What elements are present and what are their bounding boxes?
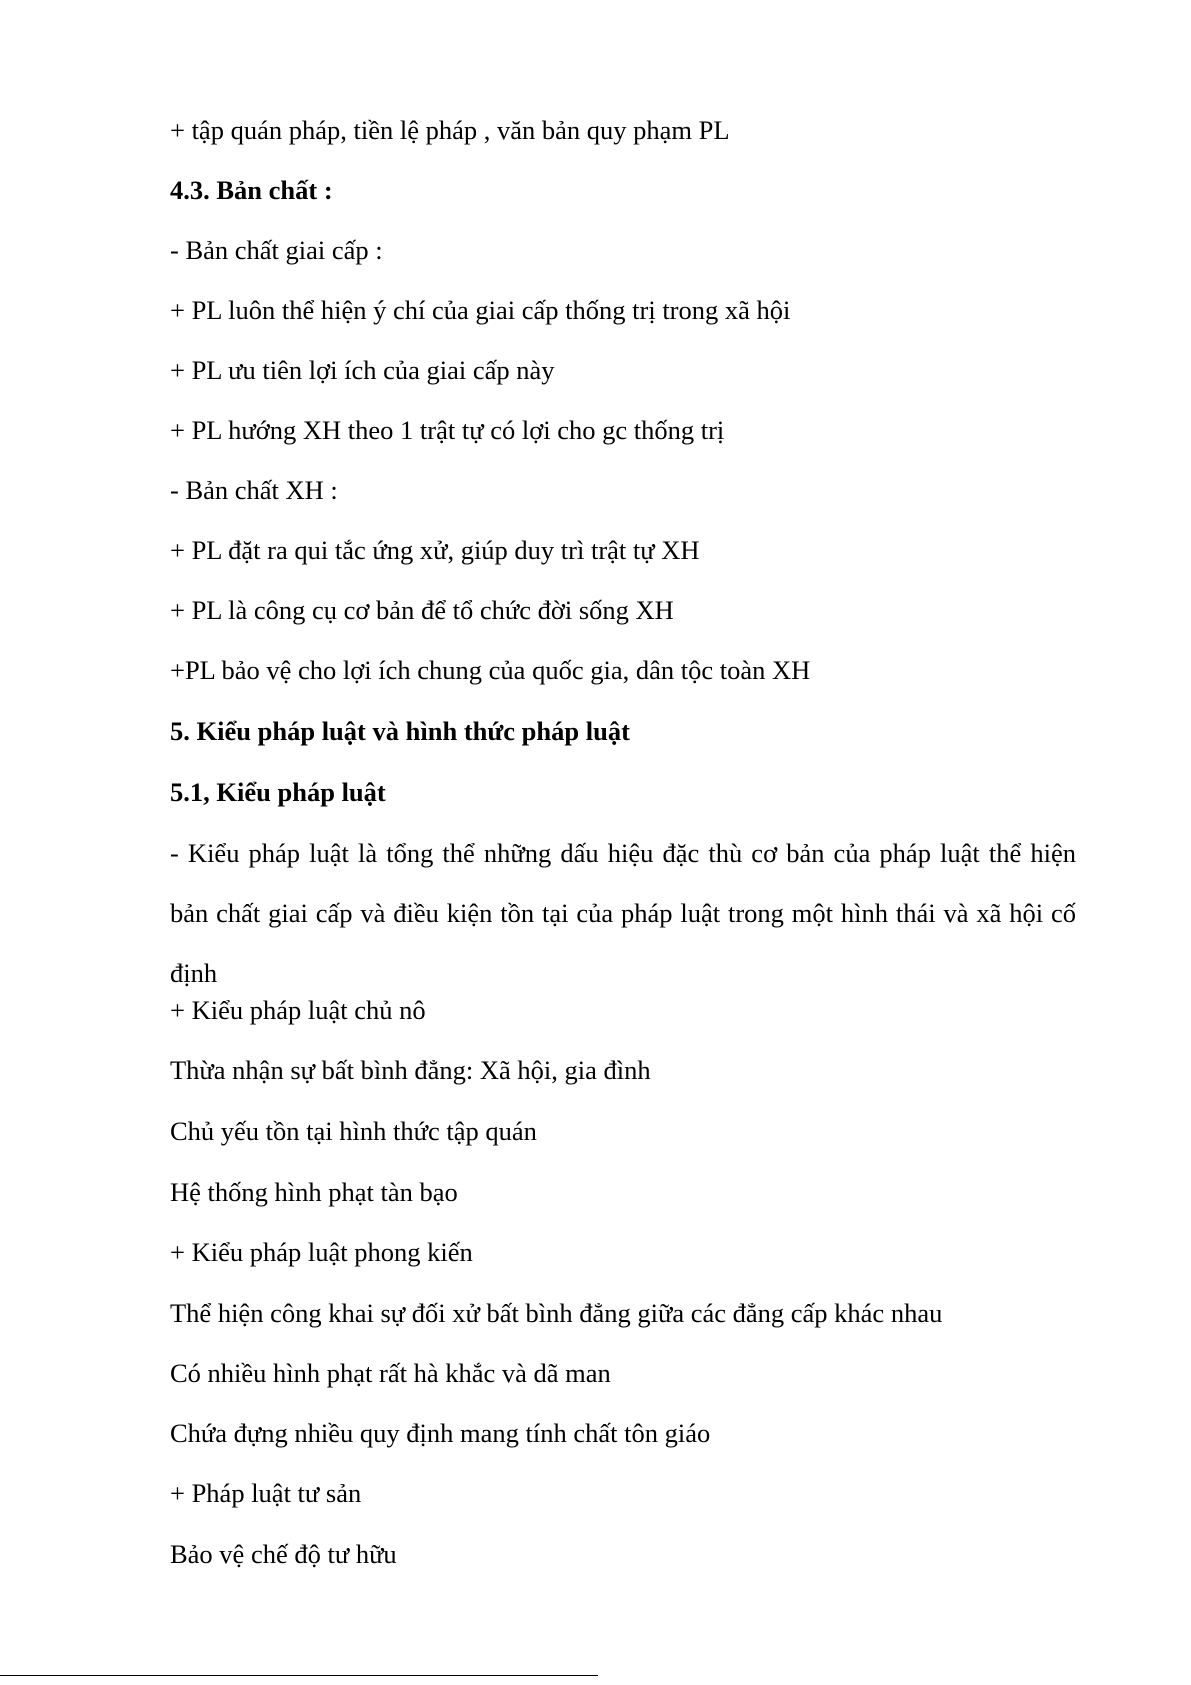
section-heading-5-1: 5.1, Kiểu pháp luật: [170, 777, 386, 807]
text-line: Có nhiều hình phạt rất hà khắc và dã man: [170, 1358, 611, 1388]
text-line: + PL luôn thể hiện ý chí của giai cấp thống trị trong xã hội: [170, 295, 791, 325]
definition-paragraph: - Kiểu pháp luật là tổng thể những dấu hiệu đặc thù cơ bản của pháp luật thể hiện bản chất giai cấp và điều kiện tồn tại của pháp luật trong một hình thái và xã hội cố định: [170, 838, 1076, 988]
text-line: - Bản chất XH :: [170, 475, 338, 505]
text-line: Chủ yếu tồn tại hình thức tập quán: [170, 1116, 537, 1146]
section-heading-5: 5. Kiểu pháp luật và hình thức pháp luật: [170, 716, 630, 746]
text-line: Thừa nhận sự bất bình đẳng: Xã hội, gia đình: [170, 1055, 651, 1085]
text-line: Thể hiện công khai sự đối xử bất bình đẳng giữa các đẳng cấp khác nhau: [170, 1298, 943, 1328]
text-line: + Kiểu pháp luật phong kiến: [170, 1237, 473, 1267]
text-line: + PL ưu tiên lợi ích của giai cấp này: [170, 355, 555, 385]
text-line: + Pháp luật tư sản: [170, 1478, 362, 1508]
text-line: + Kiểu pháp luật chủ nô: [170, 995, 426, 1025]
section-heading-4-3: 4.3. Bản chất :: [170, 175, 333, 205]
text-line: + PL đặt ra qui tắc ứng xử, giúp duy trì trật tự XH: [170, 535, 700, 565]
text-line: Chứa đựng nhiều quy định mang tính chất tôn giáo: [170, 1418, 711, 1448]
text-line: + PL là công cụ cơ bản để tổ chức đời sống XH: [170, 595, 674, 625]
text-line: - Bản chất giai cấp :: [170, 235, 383, 265]
footnote-divider: [0, 1675, 598, 1676]
text-line: Hệ thống hình phạt tàn bạo: [170, 1177, 458, 1207]
text-line: + tập quán pháp, tiền lệ pháp , văn bản quy phạm PL: [170, 115, 730, 145]
text-line: + PL hướng XH theo 1 trật tự có lợi cho gc thống trị: [170, 415, 725, 445]
text-line: Bảo vệ chế độ tư hữu: [170, 1539, 397, 1569]
text-line: +PL bảo vệ cho lợi ích chung của quốc gia, dân tộc toàn XH: [170, 655, 811, 685]
